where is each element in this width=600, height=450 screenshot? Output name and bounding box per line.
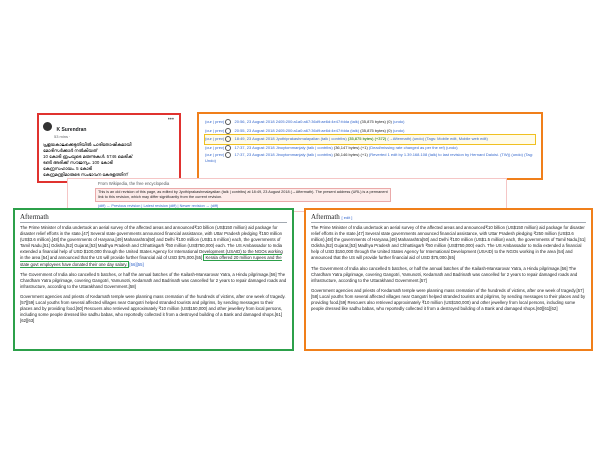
highlighted-addition: Kerala offered 20 million rupees and the state govt employees have donated their one day salary. xyxy=(20,255,282,267)
cur-prev-link[interactable]: (cur | prev) xyxy=(205,144,225,150)
from-wikipedia: From Wikipedia, the free encyclopedia xyxy=(98,181,170,186)
post-line: ടൺ അരിക്ക് സൗജന്യം. 100 കോടി xyxy=(43,160,113,165)
facebook-post xyxy=(37,113,181,183)
revision-time[interactable]: 20:56, 23 August 2018 xyxy=(234,119,275,124)
paragraph: The Government of India also cancelled 5 batches, or half the annual batches of the Kailash-Mansarovar Yatra, a Hindu pilgrimage.[56] The Chardham Yatra pilgrimage, covering Gangotri, Yamunotri, Kedarnath and Badrinath was cancelled for 2 years to repair damaged roads and infrastructure, according to the Uttarakhand Government.[57] xyxy=(311,265,578,283)
old-revision-notice xyxy=(67,178,507,212)
section-heading: Aftermath xyxy=(20,213,287,223)
revision-user[interactable]: 2405:200:a1a0:a67:36d9:ae6d:4e47:fdda (talk) xyxy=(275,127,360,133)
current-article xyxy=(304,208,593,351)
history-row[interactable] xyxy=(205,127,535,136)
revision-time[interactable]: 18:49, 23 August 2018 xyxy=(234,136,275,142)
revision-user[interactable]: Jinoytommanjaly (talk | contribs) xyxy=(275,152,333,158)
revision-size: (35,875 bytes) (0) xyxy=(360,119,392,124)
undo-link[interactable]: (Reverted 1 edit by 1.39.168.108 (talk) to last revision by Hernard Daloisi. (TW)) (undo) (Tag: Undo) xyxy=(205,152,533,164)
post-line: പ്രളയകാലക്കെടുതിയിൽ പാരിതോഷികമായി xyxy=(43,142,132,147)
radio-button[interactable] xyxy=(225,119,231,125)
revision-user[interactable]: Jinoytommanjaly (talk | contribs) xyxy=(275,144,333,150)
revision-history xyxy=(197,112,543,180)
cur-prev-link[interactable]: (cur | prev) xyxy=(205,127,225,133)
section-heading xyxy=(311,213,586,223)
undo-link[interactable]: (→Aftermath) (undo) (Tags: Mobile edit, Mobile web edit) xyxy=(387,136,488,142)
cur-prev-link[interactable]: (cur | prev) xyxy=(205,136,225,142)
post-time[interactable]: 53 mins · xyxy=(54,134,71,139)
history-row[interactable] xyxy=(205,144,535,153)
paragraph: The Prime Minister of India undertook an aerial survey of the affected areas and announced₹10 billion (US$150 million) aid package for disaster relief efforts in the state.[47] Several state governments announced financial assistance, with Uttar Pradesh pledging ₹250 million (US$3.6 million),[48] the governments of Haryana,[49] Maharashtra[50] and Delhi ₹100 million (US$1.5 million) each, the governments of Tamil Nadu,[51] Odisha,[52] Gujarat,[53] Madhya Pradesh and Chhattisgarh ₹50 million (US$750,000) each. The US Ambassador to India extended a financial help of USD $150,000 through the United States Agency for International Development (USAID) to the NGOs working in the area [54] and announced that the US will provide further financial aid of USD $75,000.[55] xyxy=(311,225,586,261)
radio-button[interactable] xyxy=(225,145,231,151)
history-row[interactable] xyxy=(205,118,535,127)
post-line: 10 കോടി രൂപയുടെ മരുന്നുകൾ. 5746 മെട്രിക് xyxy=(43,154,133,159)
revision-user[interactable]: Jyothiprakashmalayalian (talk | contribs) xyxy=(275,136,347,142)
radio-button[interactable] xyxy=(225,128,231,134)
radio-button[interactable] xyxy=(225,152,231,158)
more-options-icon[interactable]: ••• xyxy=(167,117,174,123)
post-line: കേന്ദ്രമന്ത്രിമാരുടെ സംഭാവന കേരളത്തിന് xyxy=(43,172,128,177)
revision-size: (36,147 bytes) (+1) xyxy=(333,144,368,150)
paragraph xyxy=(20,225,287,268)
post-line: കേന്ദ്രസഹായം. 5 കോടി xyxy=(43,166,92,171)
paragraph: Government agencies and priests of Kedarnath temple were planning mass cremation of the hundreds of victims, after one week of tragedy.[57][59] Local youths from several affected villages near Gangotri helped stranded tourists and pilgrims, by sending messages to their places and by providing food.[60] Rescuers also retrieved approximately ₹10 million (US$150,000) and other jewellery from local persons, including some people dressed like sadhu babas, who reportedly collected it from a destroyed building of a Bank and damaged shops.[61][62][63] xyxy=(20,293,286,324)
heading-text: Aftermath xyxy=(311,213,340,221)
cur-prev-link[interactable]: (cur | prev) xyxy=(205,152,225,158)
revision-size: (35,875 bytes) (0) xyxy=(360,127,392,133)
old-revision-article xyxy=(13,208,294,351)
radio-button[interactable] xyxy=(225,136,231,142)
post-body xyxy=(43,142,175,178)
history-row-selected[interactable] xyxy=(205,135,535,144)
undo-link[interactable]: (undo) xyxy=(392,127,405,133)
post-author[interactable]: K Surendran xyxy=(56,127,87,133)
post-line: മോദിസർക്കാർ നൽകിയത് xyxy=(43,148,98,153)
cur-prev-link[interactable]: (cur | prev) xyxy=(205,119,225,124)
revision-time[interactable]: 20:55, 23 August 2018 xyxy=(234,127,275,133)
undo-link[interactable]: (Dead/missing rate changed as per the ref) (undo) xyxy=(368,144,458,150)
revision-time[interactable]: 17:37, 23 August 2018 xyxy=(234,144,275,150)
revision-time[interactable]: 17:37, 23 August 2018 xyxy=(234,152,275,158)
revision-size: (35,875 bytes) (+372) xyxy=(347,136,387,142)
edit-link[interactable]: [ edit ] xyxy=(341,215,353,220)
undo-link[interactable]: (undo) xyxy=(392,119,405,124)
revision-warning: This is an old revision of this page, as edited by Jyothiprakashmalayalian (talk | contribs) at 18:49, 23 August 2018 (→Aftermath). The present address (URL) is a permanent link to this revision, which may differ significantly from the current revision. xyxy=(95,188,391,202)
citation[interactable]: [56][55] xyxy=(129,261,144,267)
revision-size: (36,146 bytes) (+1) xyxy=(333,152,368,158)
revision-user[interactable]: 2405:200:a1a0:a67:36d9:ae6d:4e47:fdda (talk) xyxy=(275,119,360,124)
revision-navigation[interactable]: (diff) ← Previous revision | Latest revision (diff) | Newer revision → (diff) xyxy=(98,204,219,209)
paragraph-text: The Prime Minister of India undertook an aerial survey of the affected areas and announced₹10 billion (US$150 million) aid package for disaster relief efforts in the state.[47] Several state governments announced financial assistance, with Uttar Pradesh pledging ₹150 million (US$3.6 million),[48] the governments of Haryana,[49] Maharashtra[50] and Delhi ₹100 million (US$1.5 million) each, the governments of Tamil Nadu,[51] Odisha,[52] Gujarat,[53] Madhya Pradesh and Chhattisgarh ₹50 million (US$750,000) each. The US Ambassador to India extended a financial help of USD $100,000 through the United States Agency for International Development (USAID) to the NGOs working in the area [54] and announced that the US will provide further financial aid of USD $75,000.[55] xyxy=(20,225,283,261)
paragraph: Government agencies and priests of Kedarnath temple were planning mass cremation of the hundreds of victims, after one week of tragedy.[57][58] Local youths from several affected villages near Gangotri helped stranded tourists and pilgrims, by sending messages to their places and by providing food.[59] Rescuers also retrieved approximately ₹10 million (US$150,000) and other jewellery from local persons, including some people dressed like sadhu babas, who reportedly collected it from a destroyed building of a Bank and damaged shops.[60][61][62] xyxy=(311,287,586,312)
avatar[interactable] xyxy=(43,122,52,131)
history-row[interactable] xyxy=(205,152,535,164)
paragraph: The Government of India also cancelled 5 batches, or half the annual batches of the Kailash-Mansarovar Yatra, a Hindu pilgrimage.[56] The Chardham Yatra pilgrimage, covering Gangotri, Yamunotri, Kedarnath and Badrinath was cancelled for 2 years to repair damaged roads and infrastructure, according to the Uttarakhand Government.[58] xyxy=(20,271,287,289)
